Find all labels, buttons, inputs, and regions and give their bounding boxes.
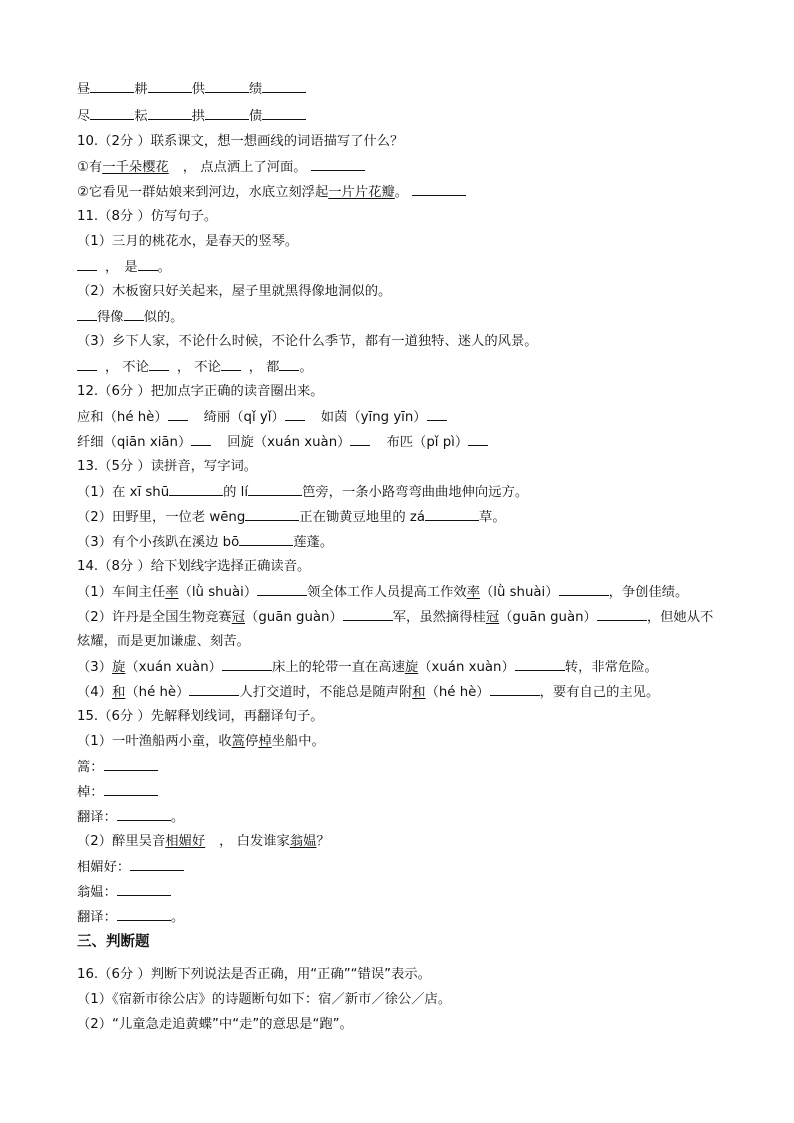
char: 供 <box>191 82 205 97</box>
q16-statement-2: （2）“儿童急走追黄蝶”中“走”的意思是“跑”。 <box>77 1017 353 1032</box>
q16-title: 16.（6分 ）判断下列说法是否正确，用“正确”“错误”表示。 <box>77 967 431 982</box>
q14-line-4: （4）和（hé hè） 人打交道时，不能总是随声附和（hé hè） ，要有自己的主见。 <box>77 685 660 700</box>
answer-blank[interactable] <box>168 408 188 421</box>
answer-blank[interactable] <box>148 107 192 120</box>
answer-blank[interactable] <box>245 508 299 521</box>
answer-blank[interactable] <box>77 308 97 321</box>
underlined-word: 翁媪 <box>289 834 317 849</box>
q11-answer-1: ， 是 。 <box>77 258 171 276</box>
q12-row-2: 纤细（qiān xiān） 回旋（xuán xuàn） 布匹（pǐ pì） <box>77 433 488 451</box>
q15-word-1: 篙： <box>77 758 158 776</box>
q15-translation-1: 翻译： 。 <box>77 810 185 825</box>
underlined-word: 相媚好 <box>165 834 206 849</box>
answer-blank[interactable] <box>149 358 169 371</box>
char-row-1 <box>77 80 306 98</box>
answer-blank[interactable] <box>117 883 171 896</box>
answer-blank[interactable] <box>148 80 192 93</box>
answer-blank[interactable] <box>124 308 144 321</box>
q14-line-1: （1）车间主任率（lǜ shuài） 领全体工作人员提高工作效率（lǜ shuài） ，争创佳绩。 <box>77 585 689 600</box>
q12-title: 12.（6分 ）把加点字正确的读音圈出来。 <box>77 384 324 399</box>
q10-item-1: ①有一千朵樱花 ， 点点洒上了河面。 <box>77 158 365 176</box>
answer-blank[interactable] <box>191 433 211 446</box>
q11-sentence-3: （3）乡下人家，不论什么时候，不论什么季节，都有一道独特、迷人的风景。 <box>77 334 538 349</box>
answer-blank[interactable] <box>468 433 488 446</box>
q15-word-2: 棹： <box>77 783 158 801</box>
char: 绩 <box>248 82 263 97</box>
q14-line-3: （3）旋（xuán xuàn） 床上的轮带一直在高速旋（xuán xuàn） 转，非常危险。 <box>77 660 658 675</box>
q11-sentence-2: （2）木板窗只好关起来，屋子里就黑得像地洞似的。 <box>77 284 392 299</box>
answer-blank[interactable] <box>239 533 293 546</box>
q15-word-3: 相媚好： <box>77 858 184 876</box>
answer-blank[interactable] <box>257 583 307 596</box>
answer-blank[interactable] <box>117 908 171 921</box>
underlined-char: 和 <box>412 685 426 700</box>
q12-row-1: 应和（hé hè） 绮丽（qǐ yǐ） 如茵（yīng yīn） <box>77 408 447 426</box>
answer-blank[interactable] <box>597 608 647 621</box>
char: 拱 <box>191 109 205 124</box>
answer-blank[interactable] <box>285 408 305 421</box>
answer-blank[interactable] <box>262 107 306 120</box>
char: 昼 <box>77 82 91 97</box>
answer-blank[interactable] <box>117 808 171 821</box>
answer-blank[interactable] <box>77 358 97 371</box>
underlined-char: 旋 <box>404 660 419 675</box>
answer-blank[interactable] <box>515 658 565 671</box>
q11-title: 11.（8分 ）仿写句子。 <box>77 209 218 224</box>
q14-title: 14.（8分 ）给下划线字选择正确读音。 <box>77 559 311 574</box>
answer-blank[interactable] <box>205 107 249 120</box>
answer-blank[interactable] <box>221 358 241 371</box>
underlined-word: 棹 <box>258 734 272 749</box>
answer-blank[interactable] <box>130 858 184 871</box>
q16-statement-1: （1）《宿新市徐公店》的诗题断句如下：宿／新市／徐公／店。 <box>77 992 452 1007</box>
q10-item-2: ②它看见一群姑娘来到河边，水底立刻浮起一片片花瓣。 <box>77 183 466 201</box>
answer-blank[interactable] <box>490 683 540 696</box>
answer-blank[interactable] <box>262 80 306 93</box>
answer-blank[interactable] <box>205 80 249 93</box>
underlined-word: 篙 <box>231 734 246 749</box>
answer-blank[interactable] <box>559 583 609 596</box>
answer-blank[interactable] <box>427 408 447 421</box>
answer-blank[interactable] <box>104 758 158 771</box>
answer-blank[interactable] <box>138 258 158 271</box>
q15-translation-2: 翻译： 。 <box>77 910 185 925</box>
underlined-phrase: 一片片花瓣 <box>328 185 395 200</box>
q14-line-2b: 炫耀，而是更加谦虚、刻苦。 <box>77 634 250 649</box>
q11-sentence-1: （1）三月的桃花水，是春天的竖琴。 <box>77 234 299 249</box>
q13-line-3: （3）有个小孩趴在溪边 bō 莲蓬。 <box>77 535 334 550</box>
q13-title: 13.（5分 ）读拼音，写字词。 <box>77 459 258 474</box>
answer-blank[interactable] <box>90 107 134 120</box>
q15-sentence-1: （1）一叶渔船两小童，收篙停棹坐船中。 <box>77 734 325 749</box>
answer-blank[interactable] <box>311 158 365 171</box>
q13-line-2: （2）田野里，一位老 wēng 正在锄黄豆地里的 zá 草。 <box>77 510 506 525</box>
answer-blank[interactable] <box>412 183 466 196</box>
answer-blank[interactable] <box>222 658 272 671</box>
char: 债 <box>248 109 263 124</box>
answer-blank[interactable] <box>248 483 302 496</box>
answer-blank[interactable] <box>343 608 393 621</box>
q11-answer-2: 得像 似的。 <box>77 308 183 326</box>
char: 尽 <box>77 109 91 124</box>
underlined-char: 旋 <box>112 660 126 675</box>
underlined-char: 率 <box>165 585 179 600</box>
q11-answer-3: ， 不论 ， 不论 ， 都 。 <box>77 358 313 376</box>
underlined-char: 冠 <box>485 610 500 625</box>
q13-line-1: （1）在 xī shū 的 lí 笆旁，一条小路弯弯曲曲地伸向远方。 <box>77 485 529 500</box>
char: 耕 <box>134 82 148 97</box>
underlined-char: 和 <box>112 685 126 700</box>
answer-blank[interactable] <box>279 358 299 371</box>
q14-line-2: （2）许丹是全国生物竞赛冠（guān guàn） 军，虽然摘得桂冠（guān guàn） ，但她从不 <box>77 610 714 625</box>
underlined-char: 冠 <box>231 610 246 625</box>
q15-title: 15.（6分 ）先解释划线词，再翻译句子。 <box>77 709 324 724</box>
answer-blank[interactable] <box>189 683 239 696</box>
underlined-char: 率 <box>466 585 480 600</box>
char: 耘 <box>134 109 148 124</box>
q15-word-4: 翁媪： <box>77 883 171 901</box>
char-row-2 <box>77 107 306 125</box>
answer-blank[interactable] <box>169 483 223 496</box>
section-heading: 三、判断题 <box>77 934 150 950</box>
answer-blank[interactable] <box>425 508 479 521</box>
underlined-phrase: 一千朵樱花 <box>102 160 169 175</box>
answer-blank[interactable] <box>77 258 97 271</box>
q10-title: 10.（2分 ）联系课文，想一想画线的词语描写了什么？ <box>77 134 404 149</box>
answer-blank[interactable] <box>350 433 370 446</box>
q15-sentence-2: （2）醉里吴音相媚好 ， 白发谁家翁媪？ <box>77 834 330 849</box>
answer-blank[interactable] <box>104 783 158 796</box>
answer-blank[interactable] <box>90 80 134 93</box>
